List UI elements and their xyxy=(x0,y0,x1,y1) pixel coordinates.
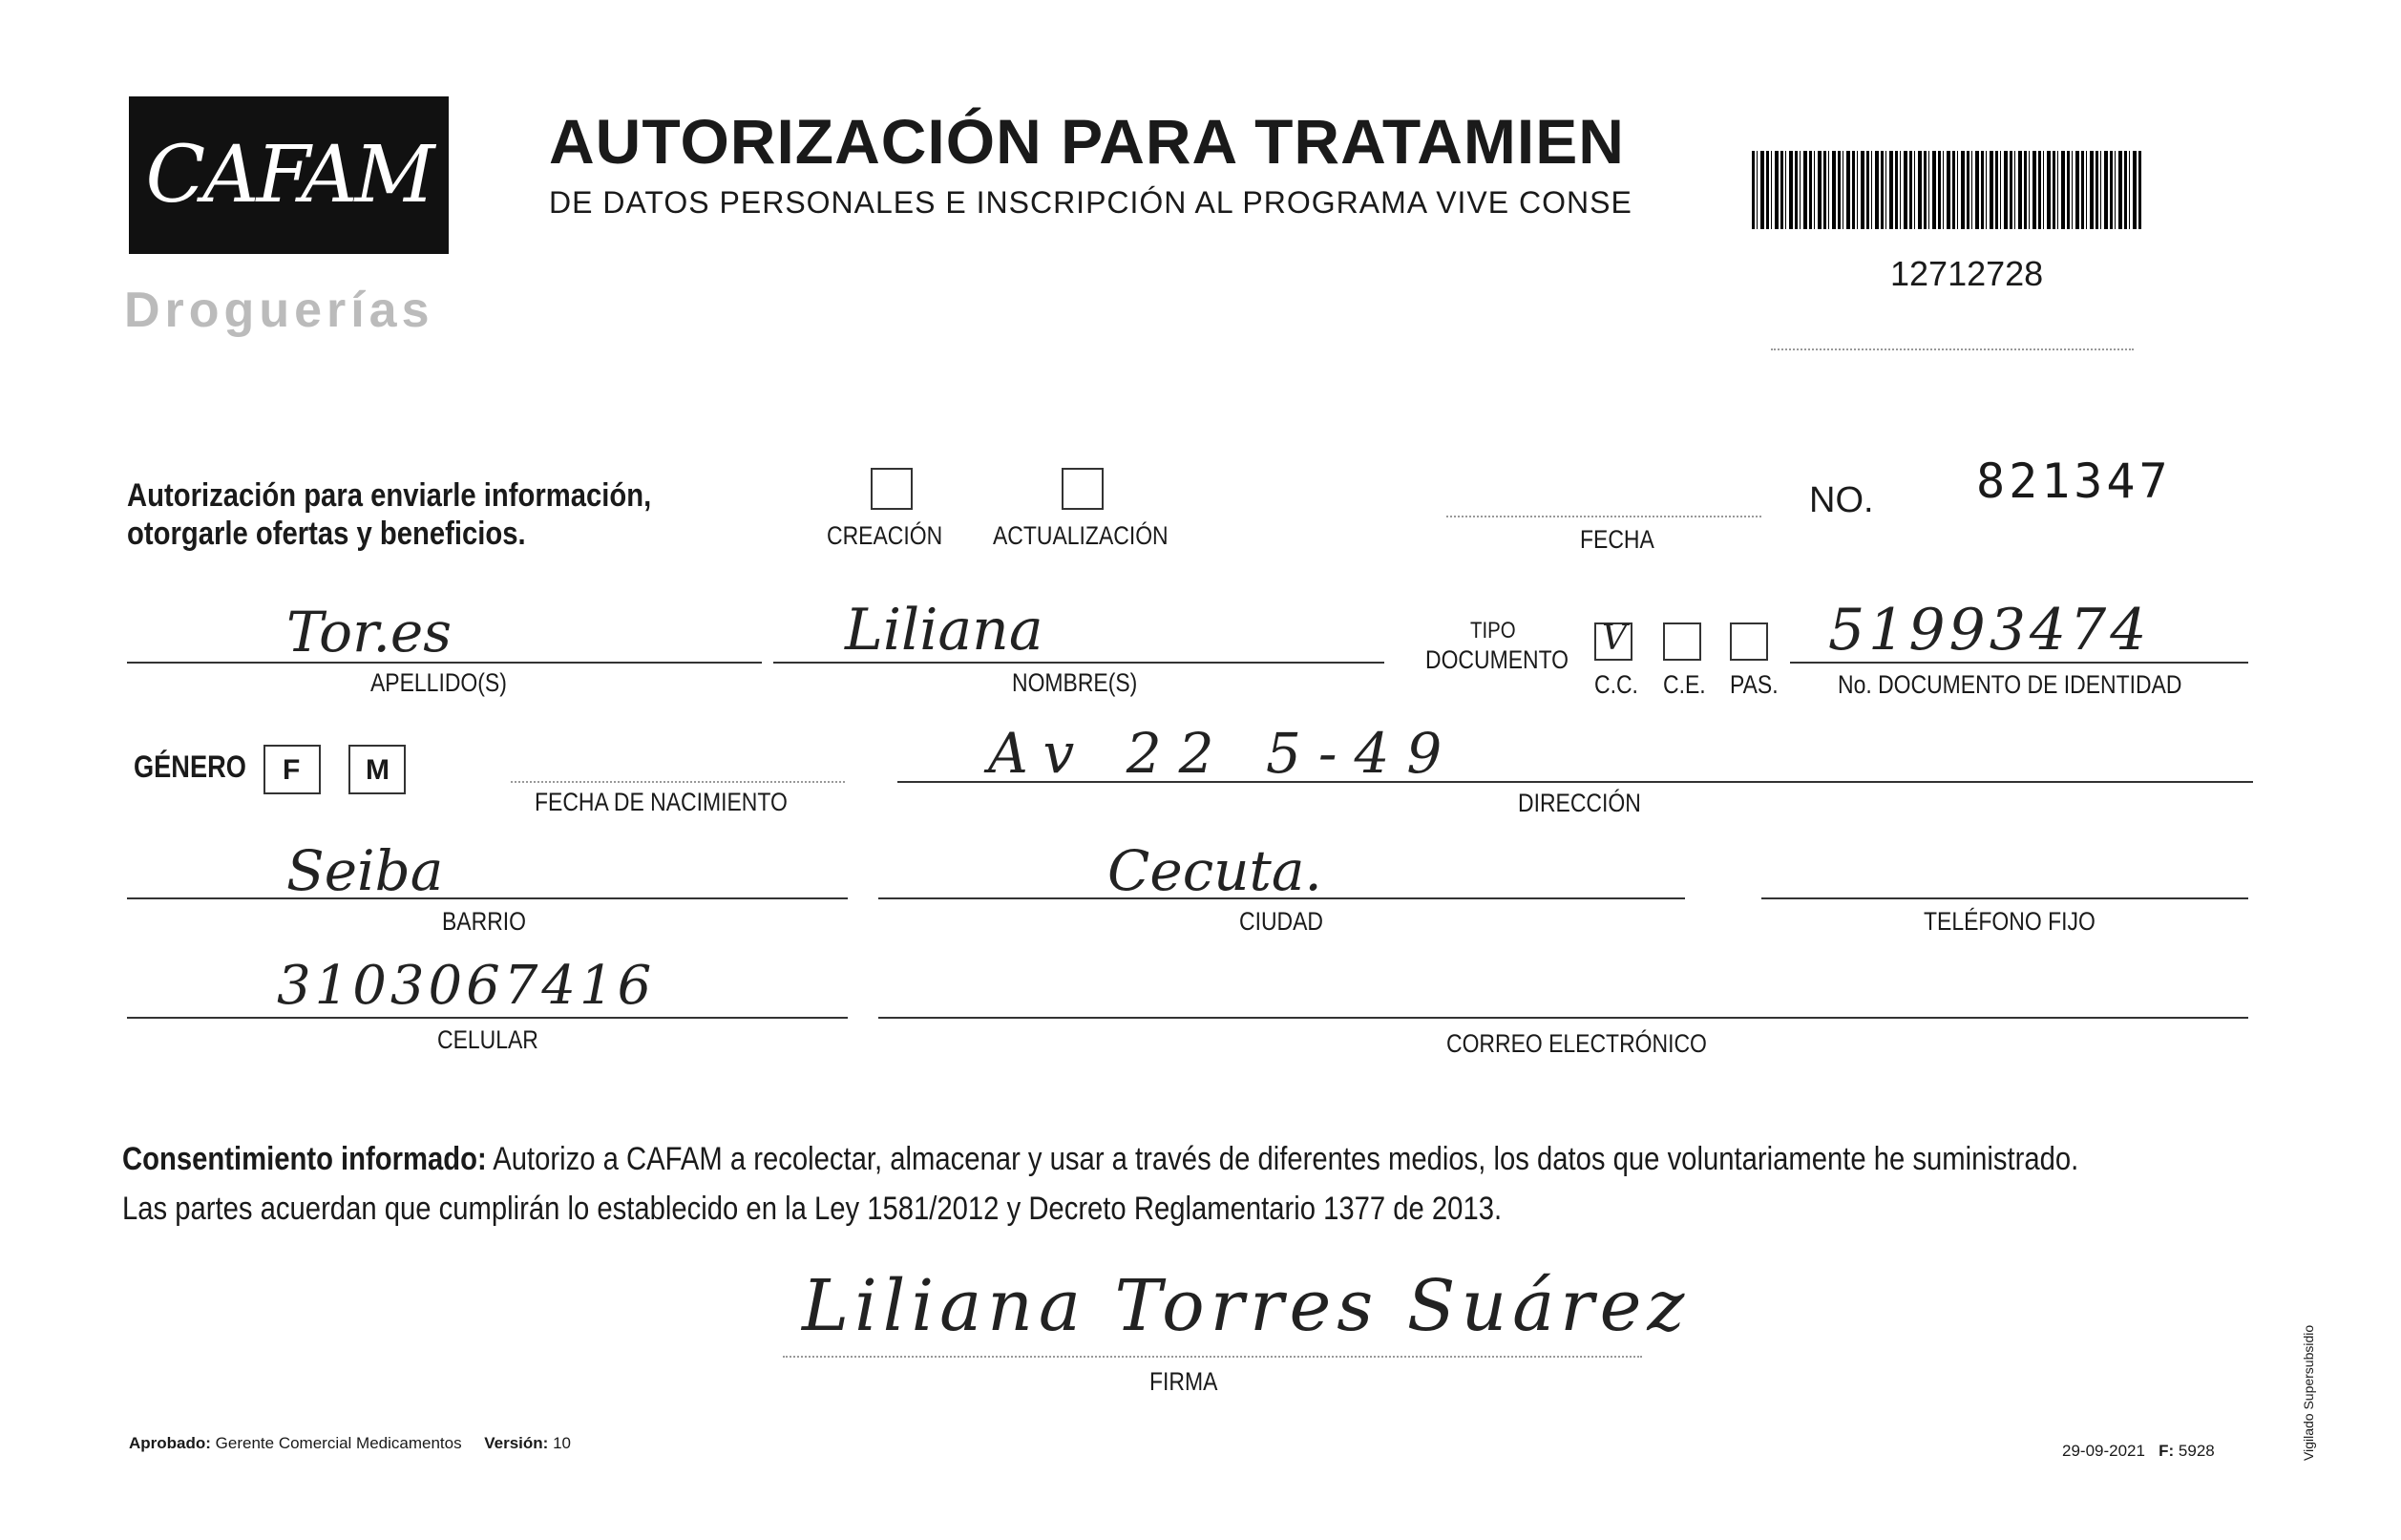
intro-line-1: Autorización para enviarle información, xyxy=(127,477,652,514)
direccion-label: DIRECCIÓN xyxy=(1518,789,1641,817)
celular-label: CELULAR xyxy=(437,1025,538,1054)
m-label: M xyxy=(366,754,390,786)
creacion-label: CREACIÓN xyxy=(827,521,943,550)
genero-m-checkbox[interactable] xyxy=(348,745,406,794)
firma-line[interactable] xyxy=(783,1356,1642,1358)
fecha-label: FECHA xyxy=(1580,525,1654,554)
pas-checkbox[interactable] xyxy=(1730,622,1768,661)
cafam-logo xyxy=(129,96,449,254)
aprobado-label: Aprobado: xyxy=(129,1434,211,1452)
genero-label: GÉNERO xyxy=(134,749,246,784)
correo-label: CORREO ELECTRÓNICO xyxy=(1446,1029,1707,1058)
barcode-number: 12712728 xyxy=(1890,254,2044,293)
form-number: 821347 xyxy=(1976,454,2172,509)
consent-paragraph-1 xyxy=(122,1141,2078,1178)
correo-line[interactable] xyxy=(878,1017,2248,1019)
apellidos-label: APELLIDO(S) xyxy=(370,668,507,697)
actualizacion-label: ACTUALIZACIÓN xyxy=(993,521,1169,550)
consent-text-2: Las partes acuerdan que cumplirán lo establecido en la Ley 1581/2012 y Decreto Reglamentario 1377 de 2013. xyxy=(122,1191,1503,1227)
barrio-value: Seiba xyxy=(286,838,444,903)
cc-label: C.C. xyxy=(1594,670,1638,699)
nombres-value: Liliana xyxy=(845,597,1043,664)
actualizacion-checkbox[interactable] xyxy=(1062,468,1104,510)
genero-f-checkbox[interactable] xyxy=(263,745,321,794)
telefono-line[interactable] xyxy=(1761,897,2248,899)
fecha-nacimiento-label: FECHA DE NACIMIENTO xyxy=(535,788,788,816)
footer-date: 29-09-2021 xyxy=(2062,1442,2145,1460)
version-value: 10 xyxy=(553,1434,571,1452)
documento-value: 51993474 xyxy=(1828,597,2151,664)
cc-checkbox[interactable] xyxy=(1594,619,1632,661)
apellidos-value: Tor.es xyxy=(286,600,452,665)
documento-label: No. DOCUMENTO DE IDENTIDAD xyxy=(1838,670,2182,699)
logo-subtitle: Droguerías xyxy=(124,283,434,338)
barcode xyxy=(1752,151,2143,229)
nombres-label: NOMBRE(S) xyxy=(1012,668,1138,697)
celular-line[interactable] xyxy=(127,1017,848,1019)
footer-f-label: F: xyxy=(2159,1442,2175,1460)
pas-label: PAS. xyxy=(1730,670,1779,699)
cc-check-mark: V xyxy=(1602,619,1627,658)
no-label: NO. xyxy=(1809,480,1874,520)
intro-line-2: otorgarle ofertas y beneficios. xyxy=(127,516,526,552)
documento-type-label: DOCUMENTO xyxy=(1425,645,1569,674)
signature-value: Liliana Torres Suárez xyxy=(802,1265,1691,1347)
vertical-supervision-text: Vigilado Supersubsidio xyxy=(2301,1324,2316,1461)
ciudad-label: CIUDAD xyxy=(1239,907,1323,936)
footer-date-info xyxy=(2062,1442,2215,1461)
celular-value: 3103067416 xyxy=(277,955,656,1017)
consent-text-1: Autorizo a CAFAM a recolectar, almacenar y usar a través de diferentes medios, los datos que voluntariamente he suministrado. xyxy=(486,1141,2079,1177)
form-subtitle: DE DATOS PERSONALES E INSCRIPCIÓN AL PROGRAMA VIVE CONSE xyxy=(549,185,1632,220)
footer-approval xyxy=(129,1434,571,1453)
f-label: F xyxy=(283,754,301,786)
version-label: Versión: xyxy=(484,1434,549,1452)
direccion-value: Av 22 5-49 xyxy=(988,721,1460,786)
consent-title: Consentimiento informado: xyxy=(122,1141,487,1177)
barcode-divider xyxy=(1771,348,2134,350)
form-title: AUTORIZACIÓN PARA TRATAMIEN xyxy=(549,106,1625,177)
tipo-label: TIPO xyxy=(1470,618,1516,643)
barrio-line[interactable] xyxy=(127,897,848,899)
aprobado-value: Gerente Comercial Medicamentos xyxy=(215,1434,462,1452)
fecha-nacimiento-line[interactable] xyxy=(511,781,845,783)
barrio-label: BARRIO xyxy=(442,907,527,936)
footer-f-value: 5928 xyxy=(2178,1442,2215,1460)
ciudad-value: Cecuta. xyxy=(1107,838,1322,903)
fecha-line[interactable] xyxy=(1446,516,1761,517)
telefono-label: TELÉFONO FIJO xyxy=(1924,907,2096,936)
creacion-checkbox[interactable] xyxy=(871,468,913,510)
ce-label: C.E. xyxy=(1663,670,1706,699)
firma-label: FIRMA xyxy=(1149,1367,1218,1396)
logo-text: CAFAM xyxy=(145,130,432,221)
ce-checkbox[interactable] xyxy=(1663,622,1701,661)
